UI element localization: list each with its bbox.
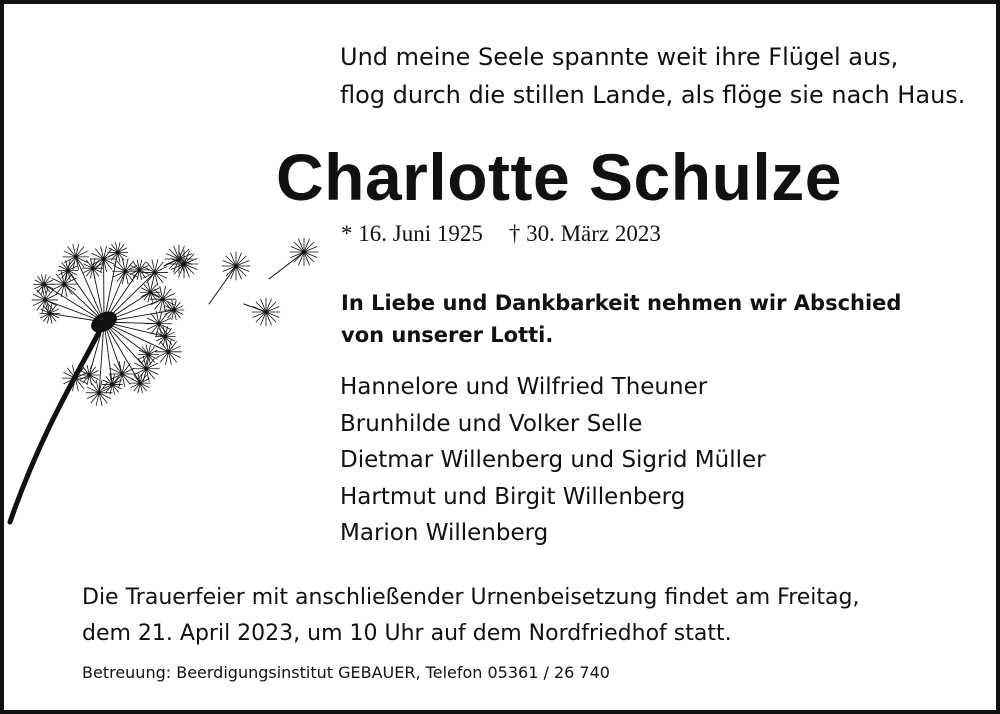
mourner-item: Brunhilde und Volker Selle [340, 410, 643, 437]
mourner-item: Dietmar Willenberg und Sigrid Müller [340, 447, 766, 473]
quote-line-1: Und meine Seele spannte weit ihre Flügel aus, [340, 43, 899, 71]
farewell-message [341, 287, 901, 351]
life-dates [341, 218, 687, 250]
mourner-item: Hannelore und Wilfried Theuner [340, 374, 708, 400]
undertaker-info: Betreuung: Beerdigungsinstitut GEBAUER, Telefon 05361 / 26 740 [82, 663, 610, 682]
epigraph-quote [340, 38, 965, 114]
deceased-name: Charlotte Schulze [276, 140, 842, 214]
quote-line-2: flog durch die stillen Lande, als flöge sie nach Haus. [340, 81, 966, 109]
service-line-2: dem 21. April 2023, um 10 Uhr auf dem Nordfriedhof statt. [82, 621, 732, 646]
farewell-line-1: In Liebe und Dankbarkeit nehmen wir Abschied [341, 291, 902, 315]
mourner-item: Marion Willenberg [340, 520, 549, 546]
mourners-list [340, 369, 766, 552]
dandelion-illustration [4, 204, 334, 534]
mourner-item: Hartmut und Birgit Willenberg [340, 483, 686, 510]
birth-date: * 16. Juni 1925 [341, 221, 483, 246]
farewell-line-2: von unserer Lotti. [341, 323, 554, 347]
death-date: † 30. März 2023 [508, 221, 661, 246]
funeral-service-info [82, 580, 860, 652]
service-line-1: Die Trauerfeier mit anschließender Urnenbeisetzung findet am Freitag, [82, 585, 860, 610]
